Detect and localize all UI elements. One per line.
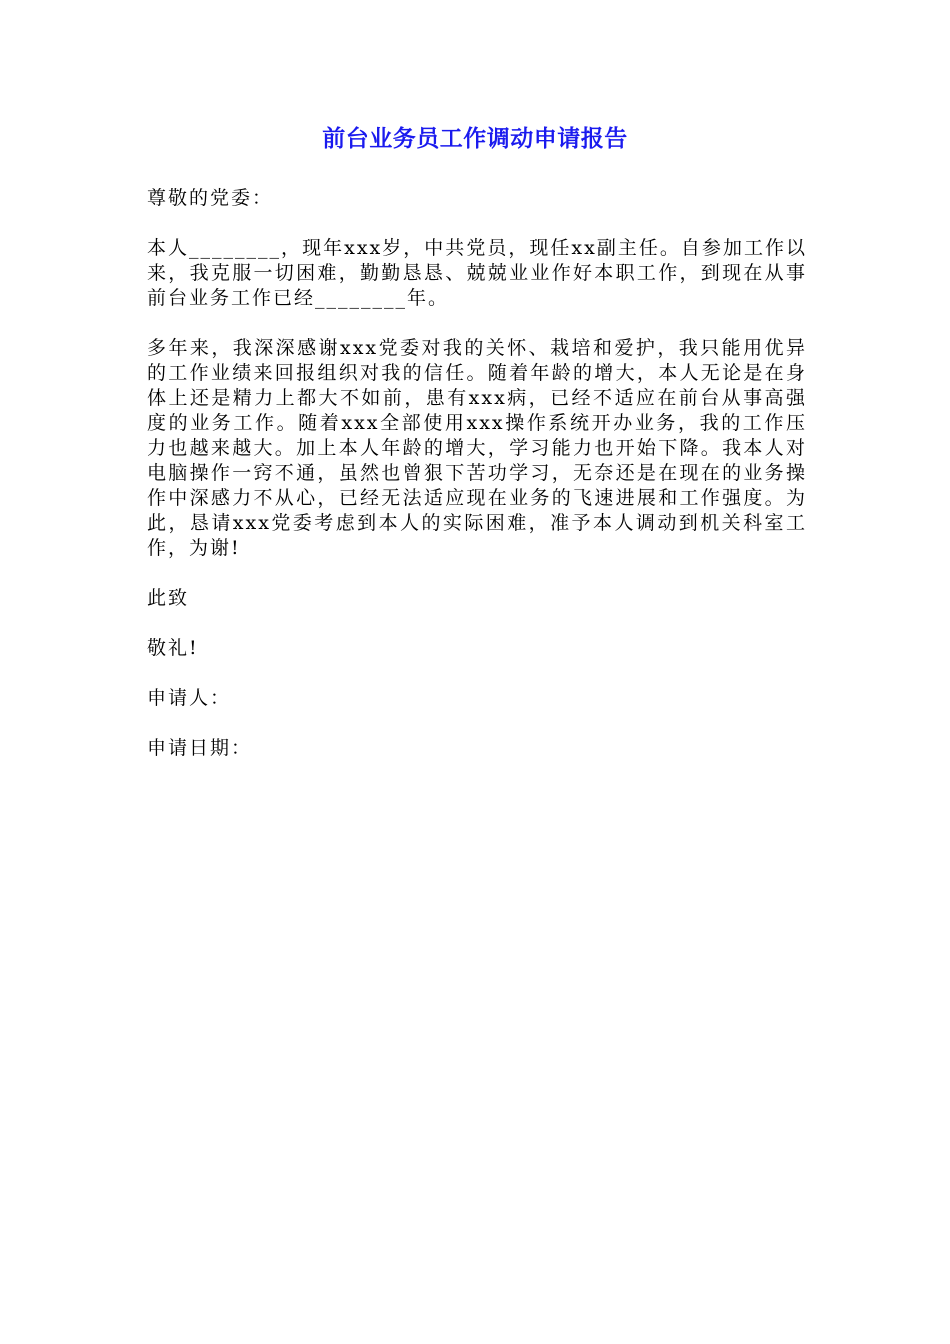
closing-line-1: 此致 (147, 587, 190, 609)
paragraph-intro: 本人________，现年xxx岁，中共党员，现任xx副主任。自参加工作以来，我克服一切困难，勤勤恳恳、兢兢业业作好本职工作，到现在从事前台业务工作已经________年。 (147, 237, 807, 309)
applicant-label: 申请人： (147, 687, 232, 709)
document-title: 前台业务员工作调动申请报告 (322, 126, 628, 152)
salutation: 尊敬的党委： (147, 187, 274, 209)
paragraph-reason: 多年来，我深深感谢xxx党委对我的关怀、栽培和爱护，我只能用优异的工作业绩来回报组织对我的信任。随着年龄的增大，本人无论是在身体上还是精力上都大不如前，患有xxx病，已经不适应在前台从事高强度的业务工作。随着xxx全部使用xxx操作系统开办业务，我的工作压力也越来越大。加上本人年龄的增大，学习能力也开始下降。我本人对电脑操作一窍不通，虽然也曾狠下苦功学习，无奈还是在现在的业务操作中深感力不从心，已经无法适应现在业务的飞速进展和工作强度。为此，恳请xxx党委考虑到本人的实际困难，准予本人调动到机关科室工作，为谢! (147, 337, 807, 559)
date-label: 申请日期： (147, 737, 253, 759)
closing-line-2: 敬礼! (147, 637, 199, 659)
